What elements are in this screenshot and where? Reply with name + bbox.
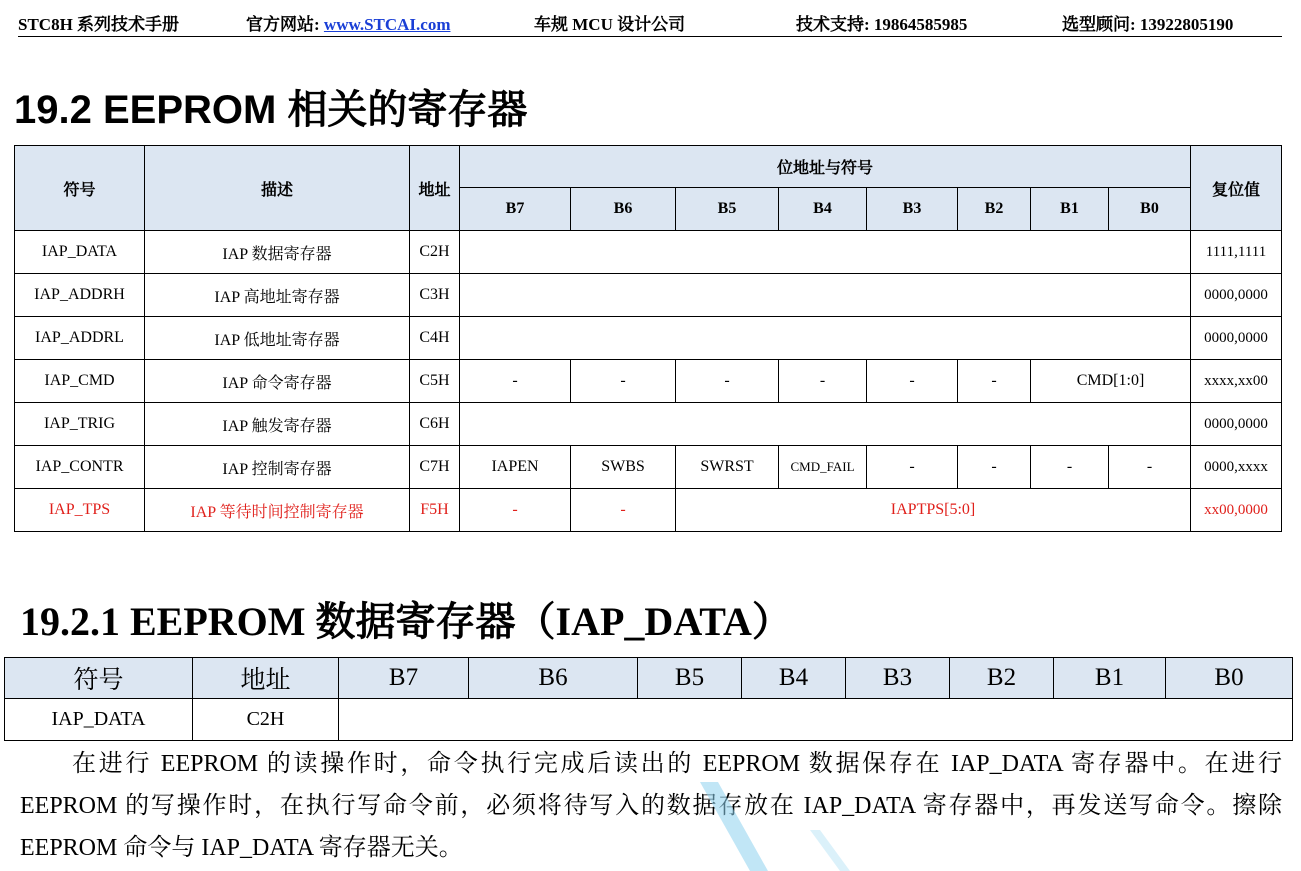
reg-reset: 0000,0000 [1191,403,1282,446]
col-b4: B4 [779,188,867,231]
reg-bits-empty [460,274,1191,317]
bit-cell-cmd: CMD[1:0] [1031,360,1191,403]
reg-desc: IAP 控制寄存器 [145,446,410,489]
reg-desc: IAP 命令寄存器 [145,360,410,403]
reg-symbol: IAP_TRIG [15,403,145,446]
table-row [15,403,1282,446]
bit-cell: - [460,489,571,532]
bit-cell: - [958,360,1031,403]
col-b1: B1 [1031,188,1109,231]
watermark-stroke [810,830,850,871]
consult-phone: 选型顾问: 13922805190 [1062,15,1234,34]
col-addr: 地址 [193,658,339,699]
iap-data-bit-table [4,657,1293,741]
col-b7: B7 [460,188,571,231]
reg-bits-empty [339,699,1293,741]
col-b1: B1 [1054,658,1166,699]
description-paragraph: 在进行 EEPROM 的读操作时，命令执行完成后读出的 EEPROM 数据保存在 IAP_DATA 寄存器中。在进行 EEPROM 的写操作时，在执行写命令前，必须将待写入的数据存放在 IAP_DATA 寄存器中，再发送写命令。擦除 EEPROM 命令与 IAP_DATA 寄存器无关。 [20,751,1282,861]
col-b3: B3 [846,658,950,699]
bit-cell: CMD_FAIL [779,446,867,489]
col-b3: B3 [867,188,958,231]
bit-cell: - [1109,446,1191,489]
bit-cell: - [571,489,676,532]
reg-addr: C7H [410,446,460,489]
reg-desc: IAP 触发寄存器 [145,403,410,446]
reg-bits-empty [460,403,1191,446]
bit-cell: IAPEN [460,446,571,489]
reg-symbol: IAP_DATA [15,231,145,274]
reg-reset: 1111,1111 [1191,231,1282,274]
table-row [15,446,1282,489]
reg-addr: C4H [410,317,460,360]
col-symbol: 符号 [5,658,193,699]
bit-cell: - [779,360,867,403]
col-b7: B7 [339,658,469,699]
bit-cell: - [1031,446,1109,489]
bit-cell: - [867,360,958,403]
reg-addr: C5H [410,360,460,403]
table-row [5,699,1293,741]
col-b0: B0 [1109,188,1191,231]
reg-reset: xx00,0000 [1191,489,1282,532]
col-symbol: 符号 [15,146,145,231]
support-phone: 技术支持: 19864585985 [796,15,968,34]
bit-cell: - [676,360,779,403]
reg-desc: IAP 数据寄存器 [145,231,410,274]
col-b6: B6 [571,188,676,231]
reg-desc: IAP 等待时间控制寄存器 [145,489,410,532]
col-reset: 复位值 [1191,146,1282,231]
reg-symbol: IAP_ADDRL [15,317,145,360]
reg-symbol: IAP_DATA [5,699,193,741]
register-table [14,145,1282,532]
reg-addr: C2H [193,699,339,741]
reg-addr: F5H [410,489,460,532]
col-b5: B5 [676,188,779,231]
col-addr: 地址 [410,146,460,231]
bit-cell: - [958,446,1031,489]
table-row [15,317,1282,360]
col-b4: B4 [742,658,846,699]
col-b2: B2 [950,658,1054,699]
website-link[interactable]: www.STCAI.com [323,15,451,34]
website [246,10,450,35]
reg-symbol: IAP_CMD [15,360,145,403]
col-b2: B2 [958,188,1031,231]
website-label: 官方网站: [246,15,324,34]
reg-symbol: IAP_TPS [15,489,145,532]
reg-reset: 0000,xxxx [1191,446,1282,489]
table-row [15,360,1282,403]
watermark-stroke [700,782,768,871]
reg-desc: IAP 高地址寄存器 [145,274,410,317]
bit-cell-iaptps: IAPTPS[5:0] [676,489,1191,532]
section-heading: 19.2 EEPROM 相关的寄存器 [14,88,528,132]
doc-title: STC8H 系列技术手册 [18,15,180,34]
reg-desc: IAP 低地址寄存器 [145,317,410,360]
reg-addr: C3H [410,274,460,317]
reg-bits-empty [460,231,1191,274]
reg-bits-empty [460,317,1191,360]
reg-symbol: IAP_ADDRH [15,274,145,317]
reg-reset: xxxx,xx00 [1191,360,1282,403]
reg-addr: C2H [410,231,460,274]
page-header [18,8,1282,37]
reg-symbol: IAP_CONTR [15,446,145,489]
company-tagline: 车规 MCU 设计公司 [534,15,686,34]
table-row [15,231,1282,274]
watermark-logo [690,780,850,871]
bit-cell: - [460,360,571,403]
col-b6: B6 [469,658,638,699]
col-b5: B5 [638,658,742,699]
col-b0: B0 [1166,658,1293,699]
col-desc: 描述 [145,146,410,231]
table-row [15,274,1282,317]
reg-reset: 0000,0000 [1191,274,1282,317]
bit-cell: SWBS [571,446,676,489]
reg-reset: 0000,0000 [1191,317,1282,360]
subsection-heading: 19.2.1 EEPROM 数据寄存器（IAP_DATA） [20,599,792,644]
table-row [15,489,1282,532]
bit-cell: - [571,360,676,403]
reg-addr: C6H [410,403,460,446]
bit-cell: SWRST [676,446,779,489]
bit-cell: - [867,446,958,489]
col-bits-title: 位地址与符号 [460,146,1191,188]
